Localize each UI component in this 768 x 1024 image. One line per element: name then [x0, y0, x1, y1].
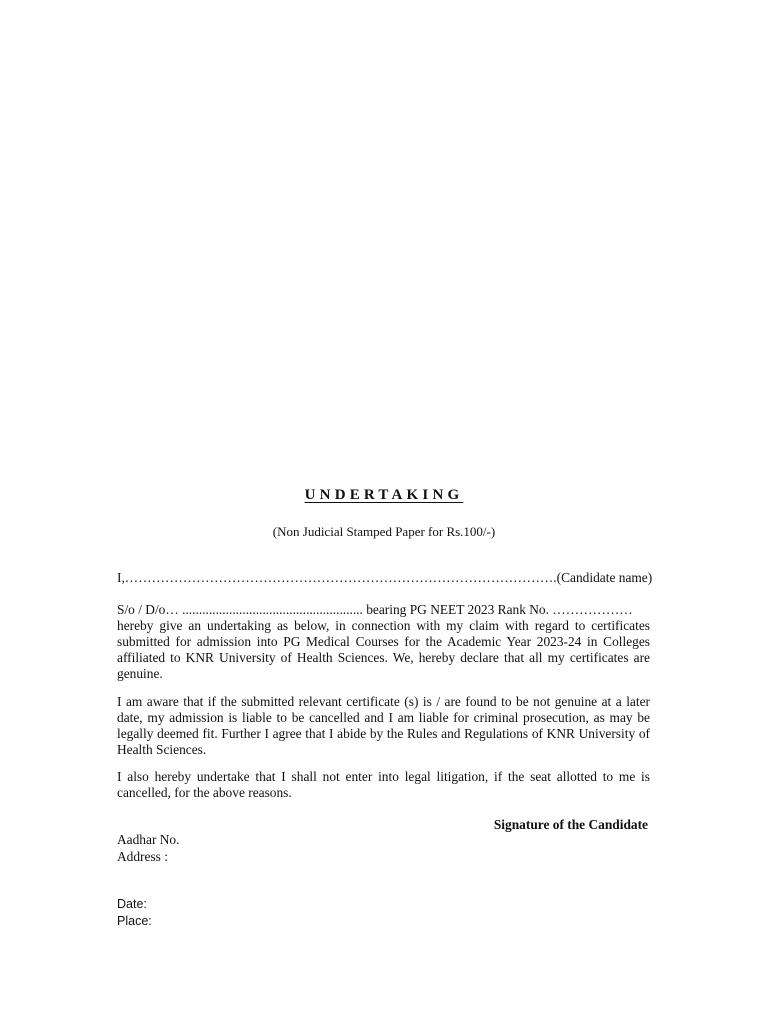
date-label: Date: — [117, 897, 147, 911]
signature-label: Signature of the Candidate — [493, 817, 648, 832]
document-title: UNDERTAKING — [304, 487, 464, 503]
place-label: Place: — [117, 914, 152, 928]
declaration-text: hereby give an undertaking as below, in connection with my claim with regard to certificates submitted for admission into PG Medical Courses for the Academic Year 2023-24 in Colleges affiliated to KNR University of Health Sciences. We, hereby declare that all my certificates are genuine. — [117, 618, 650, 681]
paragraph-litigation: I also hereby undertake that I shall not enter into legal litigation, if the seat allotted to me is cancelled, for the above reasons. — [117, 769, 650, 800]
paragraph-declaration — [117, 602, 650, 682]
candidate-name-line: I,…………………………………………………………………………………….(Candidate name) — [117, 570, 653, 585]
document-subtitle: (Non Judicial Stamped Paper for Rs.100/-) — [272, 524, 496, 539]
address-label: Address : — [117, 849, 168, 864]
parent-rank-line: S/o / D/o… ...................................................... bearing PG NEET 2023 Rank No. ……………… — [117, 602, 633, 617]
aadhar-label: Aadhar No. — [117, 832, 180, 847]
paragraph-awareness: I am aware that if the submitted relevant certificate (s) is / are found to be not genuine at a later date, my admission is liable to be cancelled and I am liable for criminal prosecution, as may be legally deemed fit. Further I agree that I abide by the Rules and Regulations of KNR University of Health Sciences. — [117, 694, 650, 757]
